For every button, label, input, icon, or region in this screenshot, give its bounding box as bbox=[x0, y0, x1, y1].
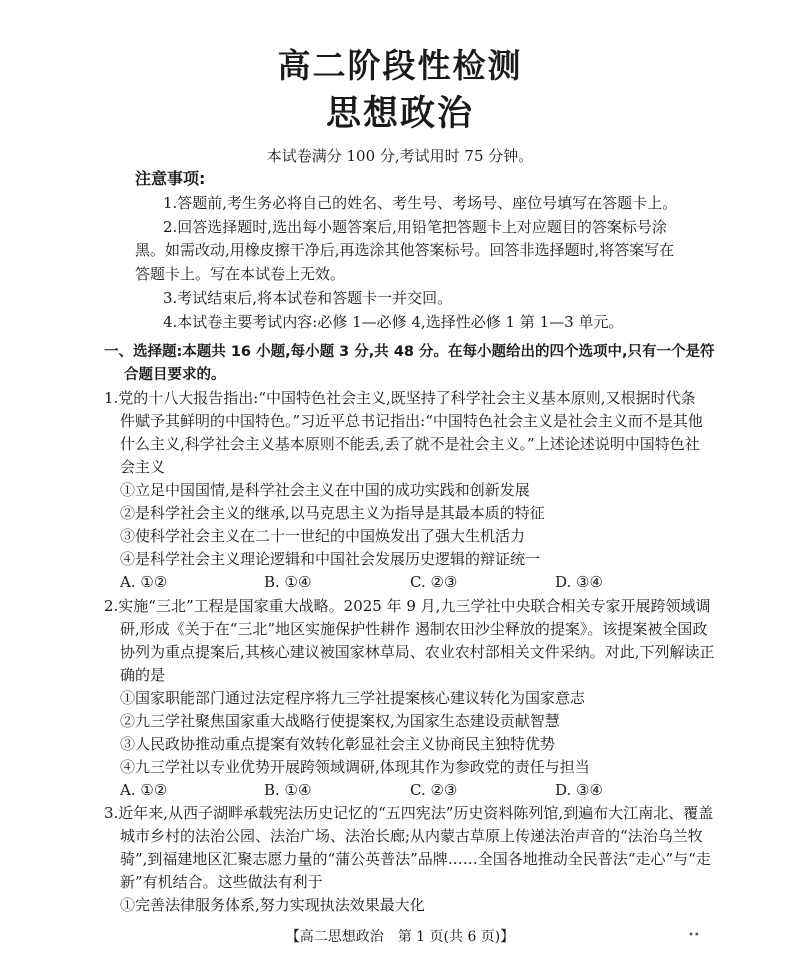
question-1-option-d: D. ③④ bbox=[555, 573, 603, 591]
question-2-stem: 确的是 bbox=[120, 666, 166, 684]
page-title: 高二阶段性检测 bbox=[277, 46, 523, 85]
question-2-item: ③人民政协推动重点提案有效转化彰显社会主义协商民主独特优势 bbox=[120, 735, 556, 753]
question-1-stem: 会主义 bbox=[120, 458, 166, 476]
question-2-stem: 2.实施“三北”工程是国家重大战略。2025 年 9 月,九三学社中央联合相关专家开展跨领域调 bbox=[104, 597, 711, 615]
question-2-stem: 研,形成《关于在“三北”地区实施保护性耕作 遏制农田沙尘释放的提案》。该提案被全国政 bbox=[120, 620, 708, 638]
notice-line: 黑。如需改动,用橡皮擦干净后,再选涂其他答案标号。回答非选择题时,将答案写在 bbox=[135, 241, 675, 259]
question-1-item: ②是科学社会主义的继承,以马克思主义为指导是其最本质的特征 bbox=[120, 504, 545, 522]
notice-line: 2.回答选择题时,选出每小题答案后,用铅笔把答题卡上对应题目的答案标号涂 bbox=[163, 218, 667, 236]
question-1-stem: 1.党的十八大报告指出:“中国特色社会主义,既坚持了科学社会主义基本原则,又根据时代条 bbox=[104, 389, 696, 407]
question-1-item: ④是科学社会主义理论逻辑和中国社会发展历史逻辑的辩证统一 bbox=[120, 550, 541, 568]
notice-line: 3.考试结束后,将本试卷和答题卡一并交回。 bbox=[163, 289, 453, 307]
question-2-item: ②九三学社聚焦国家重大战略行使提案权,为国家生态建设贡献智慧 bbox=[120, 712, 560, 730]
question-3-item: ①完善法律服务体系,努力实现执法效果最大化 bbox=[120, 896, 425, 914]
notice-line: 4.本试卷主要考试内容:必修 1—必修 4,选择性必修 1 第 1—3 单元。 bbox=[163, 313, 624, 331]
question-1-option-c: C. ②③ bbox=[410, 573, 458, 591]
question-1-option-b: B. ①④ bbox=[264, 573, 312, 591]
question-3-stem: 城市乡村的法治公园、法治广场、法治长廊;从内蒙古草原上传递法治声音的“法治乌兰牧 bbox=[120, 827, 703, 845]
question-2-item: ①国家职能部门通过法定程序将九三学社提案核心建议转化为国家意志 bbox=[120, 689, 586, 707]
exam-info: 本试卷满分 100 分,考试用时 75 分钟。 bbox=[266, 147, 534, 165]
question-3-stem: 骑”,到福建地区汇聚志愿力量的“蒲公英普法”品牌……全国各地推动全民普法“走心”与“走 bbox=[120, 850, 711, 868]
question-1-item: ①立足中国国情,是科学社会主义在中国的成功实践和创新发展 bbox=[120, 481, 530, 499]
question-3-stem: 新”有机结合。这些做法有利于 bbox=[120, 873, 323, 891]
question-2-option-c: C. ②③ bbox=[410, 781, 458, 799]
question-2-option-b: B. ①④ bbox=[264, 781, 312, 799]
question-1-item: ③使科学社会主义在二十一世纪的中国焕发出了强大生机活力 bbox=[120, 527, 526, 545]
question-2-item: ④九三学社以专业优势开展跨领域调研,体现其作为参政党的责任与担当 bbox=[120, 758, 590, 776]
section-heading-cont: 合题目要求的。 bbox=[124, 367, 226, 383]
notice-heading: 注意事项: bbox=[135, 169, 206, 188]
subject-title: 思想政治 bbox=[325, 94, 474, 134]
question-1-option-a: A. ①② bbox=[120, 573, 168, 591]
corner-mark: •• bbox=[688, 930, 700, 941]
question-1-stem: 什么主义,科学社会主义基本原则不能丢,丢了就不是社会主义。”上述论述说明中国特色社 bbox=[120, 435, 700, 453]
question-2-option-a: A. ①② bbox=[120, 781, 168, 799]
section-heading: 一、选择题:本题共 16 小题,每小题 3 分,共 48 分。在每小题给出的四个选项中,只有一个是符 bbox=[104, 344, 715, 360]
notice-line: 答题卡上。写在本试卷上无效。 bbox=[135, 265, 346, 283]
question-2-stem: 协列为重点提案后,其核心建议被国家林草局、农业农村部相关文件采纳。对此,下列解读正 bbox=[120, 643, 715, 661]
notice-line: 1.答题前,考生务必将自己的姓名、考生号、考场号、座位号填写在答题卡上。 bbox=[163, 194, 678, 212]
page-footer: 【高二思想政治 第 1 页(共 6 页)】 bbox=[285, 929, 515, 945]
question-1-stem: 件赋予其鲜明的中国特色。”习近平总书记指出:“中国特色社会主义是社会主义而不是其他 bbox=[120, 412, 703, 430]
question-2-option-d: D. ③④ bbox=[555, 781, 603, 799]
question-3-stem: 3.近年来,从西子湖畔承载宪法历史记忆的“五四宪法”历史资料陈列馆,到遍布大江南北、覆盖 bbox=[104, 804, 714, 822]
